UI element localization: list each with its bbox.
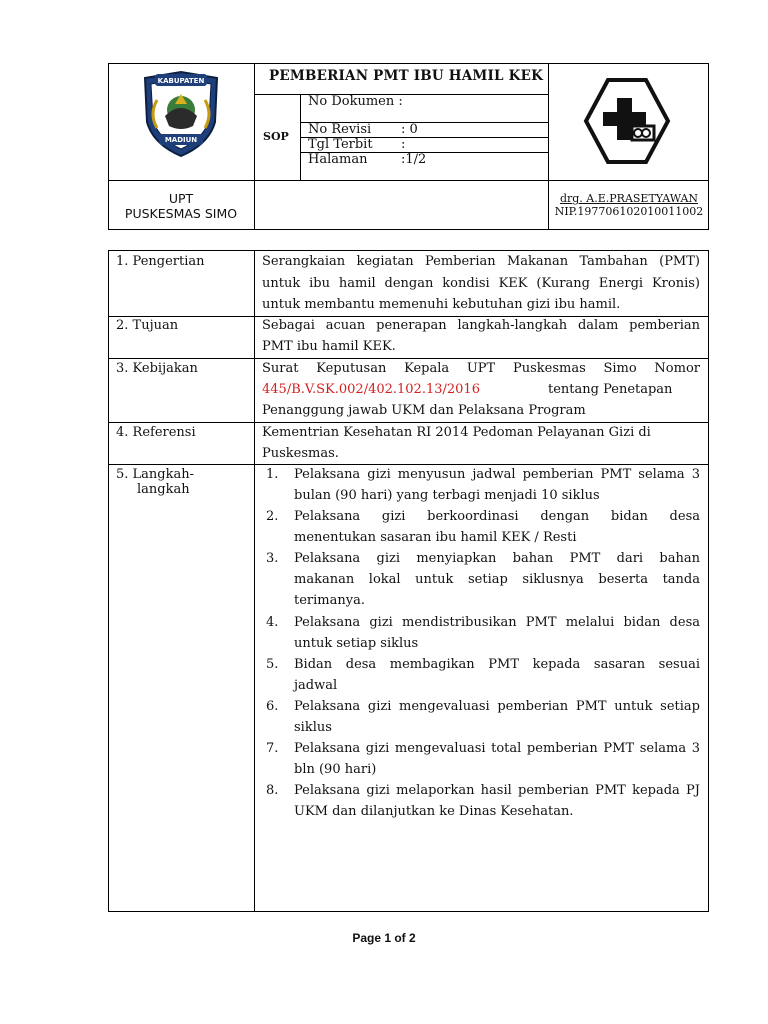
step-text-line: jadwal [294,678,338,693]
section-label-langkah-cont: langkah [137,482,190,497]
pengertian-text-line: Serangkaian kegiatan Pemberian Makanan Tambahan (PMT) [262,254,700,269]
pengertian-text-line: untuk ibu hamil dengan kondisi KEK (Kurang Energi Kronis) [262,276,700,291]
revision-label: No Revisi [308,122,372,137]
unit-name-line2: PUSKESMAS SIMO [124,206,238,221]
logo-top-text: KABUPATEN [157,77,205,85]
puskesmas-cross-icon [582,76,672,166]
doc-number-label: No Dokumen : [308,94,403,109]
signatory-nip: NIP.197706102010011002 [554,205,704,218]
tujuan-text-line: PMT ibu hamil KEK. [262,339,396,354]
section-label-pengertian: 1. Pengertian [116,254,205,269]
page-value: :1/2 [401,152,427,167]
step-text-line: Pelaksana gizi berkoordinasi dengan bidan desa [294,509,700,524]
document-title: PEMBERIAN PMT IBU HAMIL KEK [269,68,544,84]
page-label: Halaman [308,152,368,167]
logo-bottom-text: MADIUN [164,136,198,144]
step-text-line: menentukan sasaran ibu hamil KEK / Resti [294,530,577,545]
revision-value: : 0 [401,122,418,137]
step-text-line: Pelaksana gizi menyiapkan bahan PMT dari bahan [294,551,700,566]
step-text-line: Bidan desa membagikan PMT kepada sasaran sesuai [294,657,700,672]
crest-icon [135,70,227,160]
kebijakan-text-line: tentang Penetapan [548,382,673,397]
step-number: 5. [266,657,279,672]
step-text-line: UKM dan dilanjutkan ke Dinas Kesehatan. [294,804,574,819]
step-text-line: Pelaksana gizi mendistribusikan PMT melalui bidan desa [294,615,700,630]
step-number: 6. [266,699,279,714]
pengertian-text-line: untuk membantu memenuhi kebutuhan gizi ibu hamil. [262,297,621,312]
issue-date-value: : [401,137,406,152]
step-number: 7. [266,741,279,756]
kabupaten-madiun-logo [135,70,227,160]
puskesmas-logo [582,76,672,166]
tujuan-text-line: Sebagai acuan penerapan langkah-langkah dalam pemberian [262,318,700,333]
section-label-langkah: 5. Langkah- [116,467,195,482]
section-label-tujuan: 2. Tujuan [116,318,179,333]
step-text-line: makanan lokal untuk setiap siklusnya beserta tanda [294,572,700,587]
page-number-footer: Page 1 of 2 [352,931,416,945]
step-text-line: terimanya. [294,593,365,608]
section-label-kebijakan: 3. Kebijakan [116,361,198,376]
step-text-line: bln (90 hari) [294,762,377,777]
step-text-line: bulan (90 hari) yang terbagi menjadi 10 siklus [294,488,600,503]
section-label-referensi: 4. Referensi [116,425,196,440]
step-number: 2. [266,509,279,524]
kebijakan-text-line: Surat Keputusan Kepala UPT Puskesmas Simo Nomor [262,361,700,376]
step-number: 1. [266,467,279,482]
step-number: 8. [266,783,279,798]
step-text-line: Pelaksana gizi melaporkan hasil pemberian PMT kepada PJ [294,783,700,798]
step-text-line: siklus [294,720,332,735]
step-text-line: Pelaksana gizi mengevaluasi total pemberian PMT selama 3 [294,741,700,756]
decree-number: 445/B.V.SK.002/402.102.13/2016 [262,382,480,397]
signatory-name: drg. A.E.PRASETYAWAN [559,192,699,205]
issue-date-label: Tgl Terbit [308,137,373,152]
step-text-line: Pelaksana gizi menyusun jadwal pemberian PMT selama 3 [294,467,700,482]
sop-label: SOP [263,130,289,143]
kebijakan-text-line: Penanggung jawab UKM dan Pelaksana Program [262,403,586,418]
referensi-text-line: Kementrian Kesehatan RI 2014 Pedoman Pelayanan Gizi di [262,425,651,440]
step-number: 4. [266,615,279,630]
step-text-line: untuk setiap siklus [294,636,419,651]
step-number: 3. [266,551,279,566]
referensi-text-line: Puskesmas. [262,446,339,461]
unit-name-line1: UPT [168,191,194,206]
step-text-line: Pelaksana gizi mengevaluasi pemberian PMT untuk setiap [294,699,700,714]
